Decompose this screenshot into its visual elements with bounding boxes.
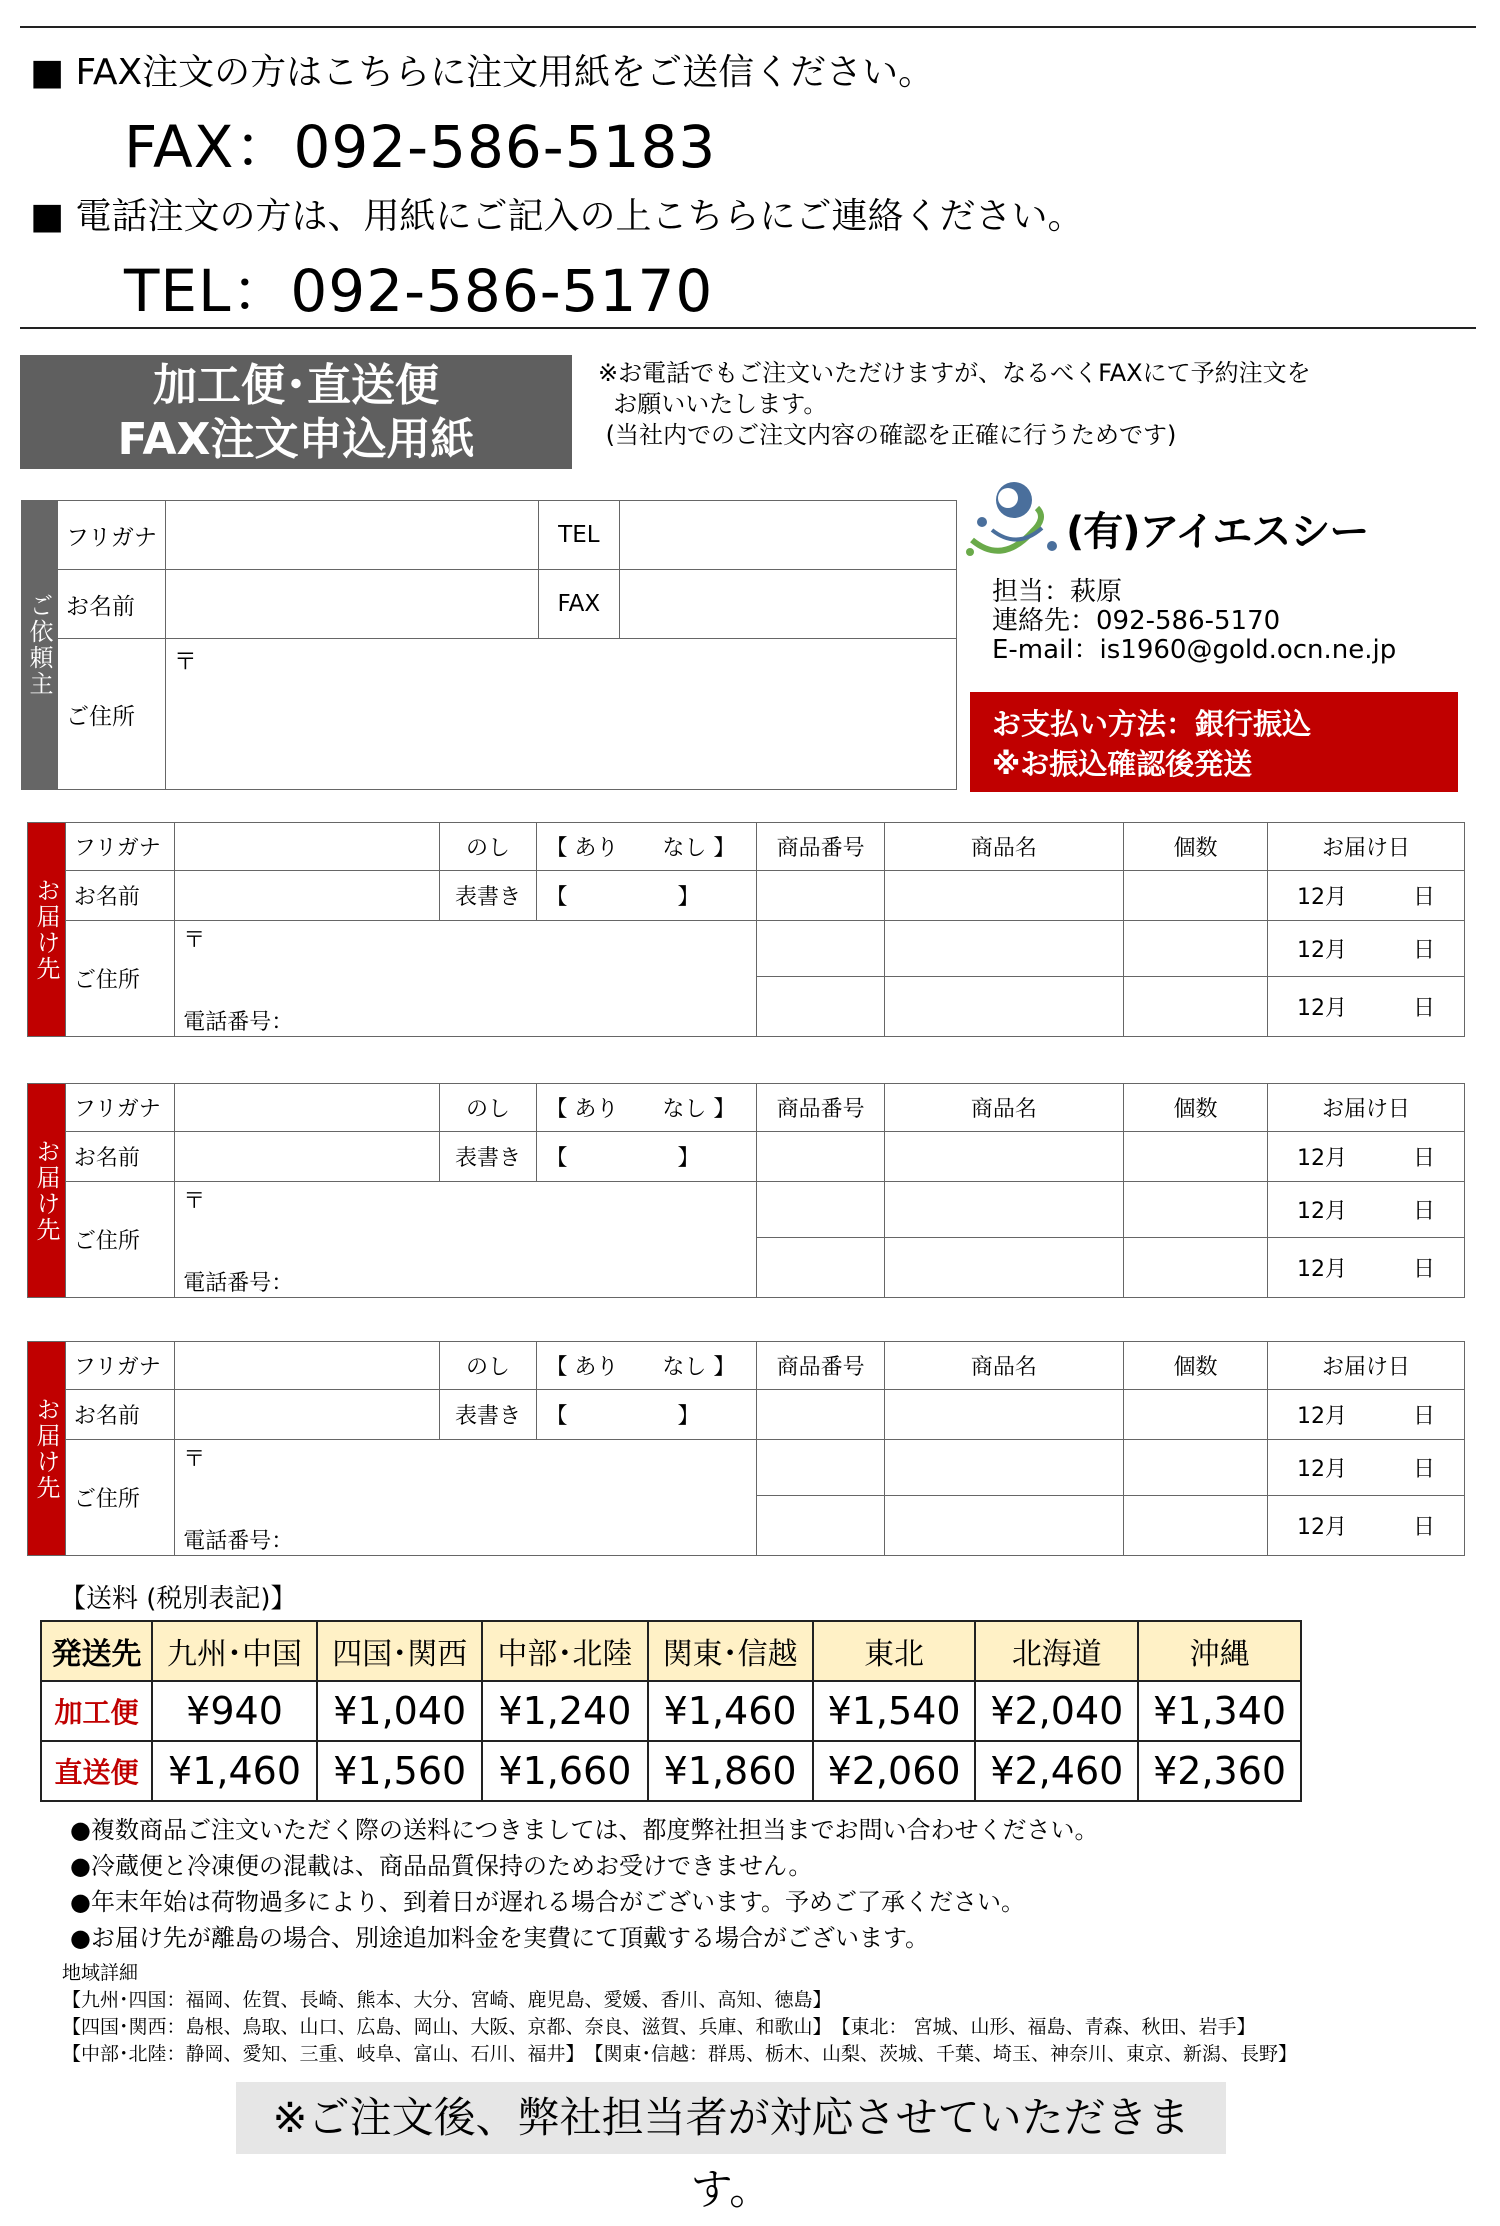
delivery-side-label: お届け先 (28, 823, 66, 1037)
delivery-phone-label: 電話番号： (183, 1271, 294, 1296)
col-delivery-date: お届け日 (1268, 823, 1465, 871)
col-product-code: 商品番号 (757, 1342, 884, 1390)
delivery-address-label: ご住所 (65, 1182, 174, 1298)
product-name-field[interactable] (884, 1440, 1123, 1496)
fax-number: FAX：092-586-5183 (124, 113, 717, 181)
form-title-line2: FAX注文申込用紙 (117, 414, 475, 465)
client-table (21, 500, 957, 790)
shipping-row-chokusou (41, 1741, 1301, 1801)
postal-mark: 〒 (183, 928, 206, 953)
product-code-field[interactable] (757, 1182, 884, 1238)
quantity-field[interactable] (1123, 1132, 1267, 1182)
form-title (20, 355, 572, 469)
client-address-label: ご住所 (58, 639, 166, 790)
delivery-address-field[interactable] (175, 1182, 757, 1298)
delivery-side-label: お届け先 (28, 1342, 66, 1556)
delivery-date-field[interactable]: 12月 日 (1268, 1390, 1465, 1440)
quantity-field[interactable] (1123, 1496, 1267, 1556)
fee-cell: ¥1,560 (317, 1741, 482, 1801)
client-furigana-field[interactable] (165, 501, 538, 570)
delivery-table (27, 1083, 1465, 1298)
fee-cell: ¥2,040 (975, 1681, 1138, 1741)
fee-cell: ¥1,040 (317, 1681, 482, 1741)
postal-mark: 〒 (183, 1447, 206, 1472)
notes-list (70, 1812, 1098, 1956)
product-code-field[interactable] (757, 1496, 884, 1556)
delivery-phone-label: 電話番号： (183, 1529, 294, 1554)
fee-cell: ¥1,460 (152, 1741, 317, 1801)
delivery-furigana-label: フリガナ (65, 1084, 174, 1132)
product-name-field[interactable] (884, 921, 1123, 977)
quantity-field[interactable] (1123, 1238, 1267, 1298)
delivery-address-field[interactable] (175, 921, 757, 1037)
delivery-furigana-label: フリガナ (65, 1342, 174, 1390)
delivery-date-field[interactable]: 12月 日 (1268, 1132, 1465, 1182)
delivery-name-field[interactable] (175, 1390, 439, 1440)
client-fax-label: FAX (538, 570, 619, 639)
product-name-field[interactable] (884, 871, 1123, 921)
omote-label: 表書き (439, 1132, 537, 1182)
delivery-furigana-field[interactable] (175, 1342, 439, 1390)
omote-label: 表書き (439, 871, 537, 921)
product-name-field[interactable] (884, 1390, 1123, 1440)
fee-cell: ¥1,660 (482, 1741, 647, 1801)
delivery-furigana-label: フリガナ (65, 823, 174, 871)
client-name-label: お名前 (58, 570, 166, 639)
region-title: 地域詳細 (62, 1962, 139, 1984)
product-name-field[interactable] (884, 1238, 1123, 1298)
noshi-label: のし (439, 823, 537, 871)
client-name-field[interactable] (165, 570, 538, 639)
delivery-address-field[interactable] (175, 1440, 757, 1556)
noshi-label: のし (439, 1342, 537, 1390)
col-product-code: 商品番号 (757, 1084, 884, 1132)
product-code-field[interactable] (757, 1390, 884, 1440)
omote-field[interactable]: 【 】 (537, 871, 757, 921)
service-label: 直送便 (41, 1741, 152, 1801)
quantity-field[interactable] (1123, 1390, 1267, 1440)
delivery-date-field[interactable]: 12月 日 (1268, 871, 1465, 921)
note-line2: お願いいたします。 (598, 390, 828, 418)
product-name-field[interactable] (884, 977, 1123, 1037)
delivery-date-field[interactable]: 12月 日 (1268, 1440, 1465, 1496)
delivery-furigana-field[interactable] (175, 823, 439, 871)
region-header: 沖縄 (1138, 1621, 1301, 1681)
col-delivery-date: お届け日 (1268, 1342, 1465, 1390)
header-rule (20, 327, 1476, 329)
note-item: ●年末年始は荷物過多により、到着日が遅れる場合がございます。予めご了承ください。 (70, 1888, 1026, 1916)
fax-instruction: ■ FAX注文の方はこちらに注文用紙をご送信ください。 (30, 52, 935, 93)
region-header: 中部･北陸 (482, 1621, 647, 1681)
fee-cell: ¥1,340 (1138, 1681, 1301, 1741)
region-line: 【四国･関西：島根、鳥取、山口、広島、岡山、大阪、京都、奈良、滋賀、兵庫、和歌山】 【東北： 宮城、山形、福島、青森、秋田、岩手】 (62, 2016, 1256, 2038)
region-detail (62, 1960, 1297, 2068)
delivery-address-label: ご住所 (65, 1440, 174, 1556)
shipping-table (40, 1620, 1302, 1802)
product-name-field[interactable] (884, 1182, 1123, 1238)
note-item: ●お届け先が離島の場合、別途追加料金を実費にて頂戴する場合がございます。 (70, 1924, 930, 1952)
shipping-corner: 発送先 (41, 1621, 152, 1681)
delivery-phone-label: 電話番号： (183, 1010, 294, 1035)
col-quantity: 個数 (1123, 823, 1267, 871)
contact-email: E-mail：is1960@gold.ocn.ne.jp (992, 635, 1397, 665)
delivery-address-label: ご住所 (65, 921, 174, 1037)
delivery-name-label: お名前 (65, 1132, 174, 1182)
shipping-row-kakou (41, 1681, 1301, 1741)
product-code-field[interactable] (757, 1440, 884, 1496)
col-quantity: 個数 (1123, 1084, 1267, 1132)
delivery-name-label: お名前 (65, 1390, 174, 1440)
note-line1: ※お電話でもご注文いただけますが、なるべくFAXにて予約注文を (598, 359, 1311, 387)
delivery-name-field[interactable] (175, 1132, 439, 1182)
company-name: (有)アイエスシー (1066, 509, 1369, 555)
product-code-field[interactable] (757, 1132, 884, 1182)
delivery-date-field[interactable]: 12月 日 (1268, 977, 1465, 1037)
delivery-table (27, 822, 1465, 1037)
col-product-name: 商品名 (884, 1342, 1123, 1390)
delivery-furigana-field[interactable] (175, 1084, 439, 1132)
delivery-date-field[interactable]: 12月 日 (1268, 1496, 1465, 1556)
product-code-field[interactable] (757, 871, 884, 921)
noshi-choice[interactable]: 【 あり なし 】 (537, 1084, 757, 1132)
client-fax-field[interactable] (619, 570, 956, 639)
fee-cell: ¥2,360 (1138, 1741, 1301, 1801)
fax-note (598, 358, 1311, 451)
delivery-table (27, 1341, 1465, 1556)
col-product-name: 商品名 (884, 1084, 1123, 1132)
note-line3: (当社内でのご注文内容の確認を正確に行うためです) (598, 421, 1177, 449)
contact-phone: 連絡先：092-586-5170 (992, 606, 1281, 636)
quantity-field[interactable] (1123, 871, 1267, 921)
client-side-label: ご依頼主 (22, 501, 58, 790)
client-tel-label: TEL (538, 501, 619, 570)
col-product-name: 商品名 (884, 823, 1123, 871)
top-rule (20, 26, 1476, 28)
col-quantity: 個数 (1123, 1342, 1267, 1390)
noshi-label: のし (439, 1084, 537, 1132)
client-tel-field[interactable] (619, 501, 956, 570)
omote-field[interactable]: 【 】 (537, 1132, 757, 1182)
service-label: 加工便 (41, 1681, 152, 1741)
noshi-choice[interactable]: 【 あり なし 】 (537, 1342, 757, 1390)
delivery-date-field[interactable]: 12月 日 (1268, 1182, 1465, 1238)
client-address-field[interactable] (165, 639, 956, 790)
quantity-field[interactable] (1123, 921, 1267, 977)
payment-box (970, 692, 1458, 792)
fee-cell: ¥1,860 (648, 1741, 813, 1801)
payment-method: お支払い方法：銀行振込 (992, 707, 1312, 741)
col-product-code: 商品番号 (757, 823, 884, 871)
product-name-field[interactable] (884, 1132, 1123, 1182)
company-logo (962, 470, 1369, 574)
note-item: ●冷蔵便と冷凍便の混載は、商品品質保持のためお受けできません。 (70, 1852, 813, 1880)
form-title-line1: 加工便･直送便 (153, 360, 439, 411)
footer-notice: ※ご注文後、弊社担当者が対応させていただきます。 (236, 2082, 1226, 2154)
postal-mark: 〒 (173, 649, 197, 675)
omote-label: 表書き (439, 1390, 537, 1440)
product-code-field[interactable] (757, 977, 884, 1037)
omote-field[interactable]: 【 】 (537, 1390, 757, 1440)
shipping-title: 【送料 (税別表記)】 (60, 1584, 297, 1614)
delivery-date-field[interactable]: 12月 日 (1268, 1238, 1465, 1298)
client-furigana-label: フリガナ (58, 501, 166, 570)
fee-cell: ¥1,240 (482, 1681, 647, 1741)
fee-cell: ¥940 (152, 1681, 317, 1741)
product-code-field[interactable] (757, 921, 884, 977)
fee-cell: ¥1,460 (648, 1681, 813, 1741)
fee-cell: ¥2,060 (813, 1741, 976, 1801)
region-header: 四国･関西 (317, 1621, 482, 1681)
delivery-date-field[interactable]: 12月 日 (1268, 921, 1465, 977)
postal-mark: 〒 (183, 1189, 206, 1214)
region-line: 【九州･四国：福岡、佐賀、長崎、熊本、大分、宮崎、鹿児島、愛媛、香川、高知、徳島】 (62, 1989, 832, 2011)
note-item: ●複数商品ご注文いただく際の送料につきましては、都度弊社担当までお問い合わせください。 (70, 1816, 1099, 1844)
tel-number: TEL：092-586-5170 (124, 257, 714, 325)
contact-person: 担当：萩原 (992, 577, 1123, 607)
product-name-field[interactable] (884, 1496, 1123, 1556)
tel-instruction: ■ 電話注文の方は、用紙にご記入の上こちらにご連絡ください。 (30, 196, 1084, 237)
quantity-field[interactable] (1123, 1440, 1267, 1496)
region-line: 【中部･北陸：静岡、愛知、三重、岐阜、富山、石川、福井】 【関東･信越：群馬、栃木、山梨、茨城、千葉、埼玉、神奈川、東京、新潟、長野】 (62, 2043, 1298, 2065)
region-header: 九州･中国 (152, 1621, 317, 1681)
col-delivery-date: お届け日 (1268, 1084, 1465, 1132)
delivery-name-field[interactable] (175, 871, 439, 921)
shipping-header-row (41, 1621, 1301, 1681)
payment-note: ※お振込確認後発送 (992, 747, 1253, 781)
fee-cell: ¥1,540 (813, 1681, 976, 1741)
region-header: 北海道 (975, 1621, 1138, 1681)
noshi-choice[interactable]: 【 あり なし 】 (537, 823, 757, 871)
product-code-field[interactable] (757, 1238, 884, 1298)
delivery-name-label: お名前 (65, 871, 174, 921)
quantity-field[interactable] (1123, 1182, 1267, 1238)
region-header: 東北 (813, 1621, 976, 1681)
contact-info (992, 578, 1396, 665)
quantity-field[interactable] (1123, 977, 1267, 1037)
fee-cell: ¥2,460 (975, 1741, 1138, 1801)
delivery-side-label: お届け先 (28, 1084, 66, 1298)
region-header: 関東･信越 (648, 1621, 813, 1681)
